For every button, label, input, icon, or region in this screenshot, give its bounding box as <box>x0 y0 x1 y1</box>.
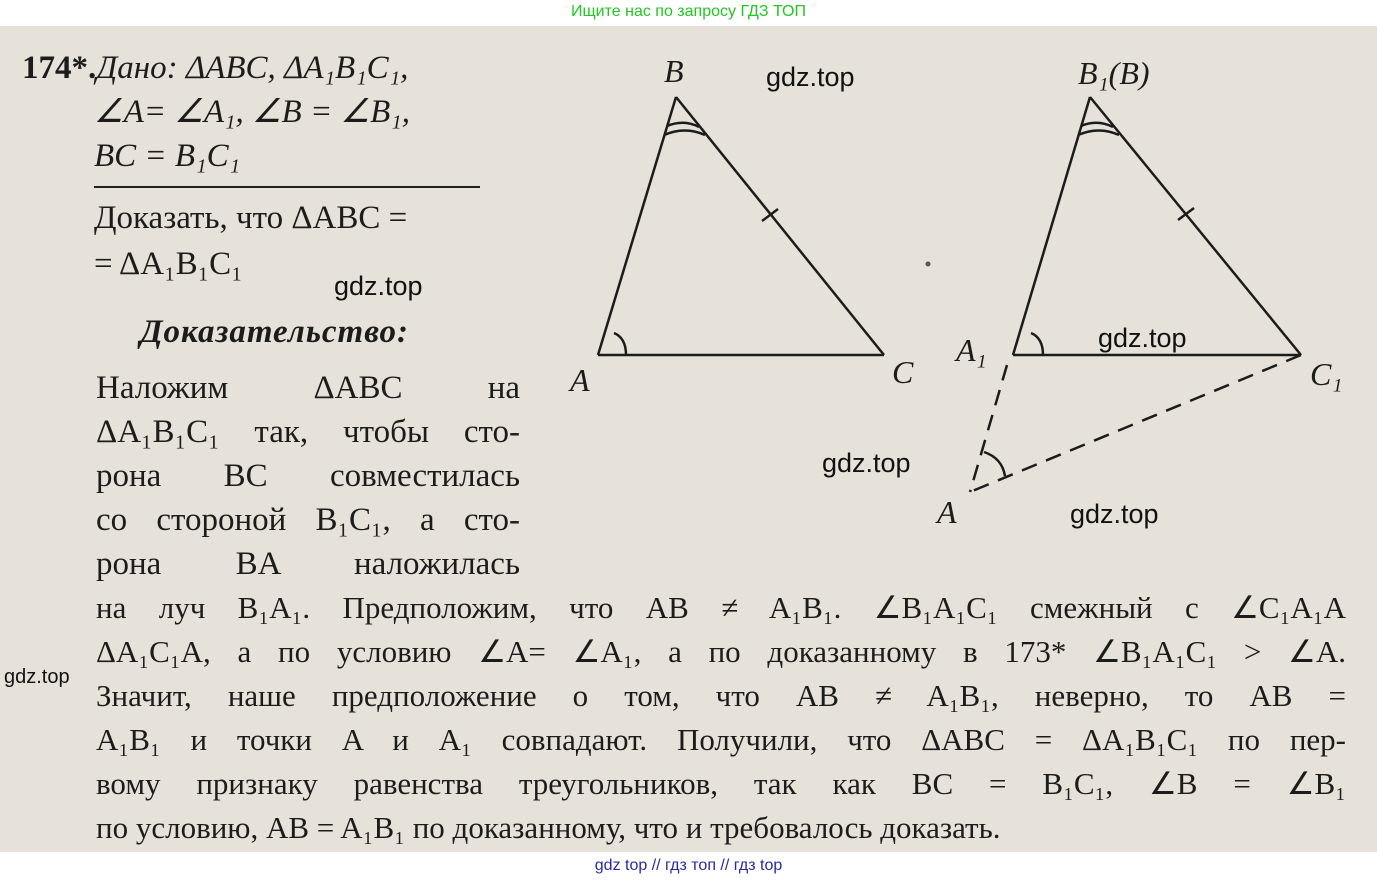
angle-a-arc <box>614 333 626 355</box>
side-bc <box>676 97 884 355</box>
label-a: A <box>570 362 590 398</box>
proof-line-2: ΔA₁B₁C₁ так, чтобы сто- <box>96 414 520 450</box>
given-line-3: BC = B₁C₁ <box>94 138 241 174</box>
angle-b-arc-1 <box>667 123 699 127</box>
watermark: gdz.top <box>4 666 70 688</box>
dashed-extension-ba <box>970 365 1007 492</box>
angle-a1-arc <box>1031 333 1043 355</box>
label-a-extended: A <box>937 494 957 530</box>
prove-line-2: = ΔA₁B₁C₁ <box>94 246 243 282</box>
proof-line-6: на луч B₁A₁. Предположим, что AB ≠ A₁B₁. ∠B₁A₁C₁ смежный с ∠C₁A₁A <box>96 590 1346 625</box>
watermark: gdz.top <box>822 448 911 478</box>
angle-b1-arc-2 <box>1078 131 1119 136</box>
side-b1c1-tick <box>1178 208 1194 220</box>
watermark: gdz.top <box>1098 323 1187 353</box>
side-b1c1 <box>1090 97 1301 355</box>
prove-line-1: Доказать, что ΔABC = <box>94 200 408 236</box>
proof-line-3: рона BC совместилась <box>96 458 520 494</box>
proof-line-4: со стороной B₁C₁, а сто- <box>96 502 520 538</box>
triangle-abc <box>598 97 884 355</box>
label-c: C <box>892 354 914 390</box>
watermark: gdz.top <box>1070 499 1159 529</box>
dashed-line-c1a <box>970 355 1301 492</box>
proof-line-7: ΔA₁C₁A, а по условию ∠A= ∠A₁, а по доказанному в 173* ∠B₁A₁C₁ > ∠A. <box>96 634 1346 669</box>
proof-line-1: Наложим ΔABC на <box>96 370 520 406</box>
label-c1: C₁ <box>1310 356 1343 392</box>
angle-b-arc-2 <box>664 131 705 136</box>
site-banner: Ищите нас по запросу ГДЗ ТОП <box>571 3 806 20</box>
watermark: gdz.top <box>766 62 855 92</box>
label-b1: B₁(B) <box>1078 55 1150 91</box>
problem-number: 174*. <box>22 50 97 86</box>
angle-a-arc-dashed <box>984 452 1005 476</box>
watermark: gdz.top <box>334 271 423 301</box>
triangle-a1b1c1 <box>970 97 1301 492</box>
given-line-2: ∠A= ∠A₁, ∠B = ∠B₁, <box>94 94 410 130</box>
footer-links: gdz top // гдз топ // гдз top <box>594 857 783 874</box>
page-speck <box>926 262 931 267</box>
label-a1: A₁ <box>956 332 987 368</box>
proof-line-10: вому признаку равенства треугольников, так как BC = B₁C₁, ∠B = ∠B₁ <box>96 766 1346 801</box>
proof-line-9: A₁B₁ и точки A и A₁ совпадают. Получили, что ΔABC = ΔA₁B₁C₁ по пер- <box>96 722 1346 757</box>
proof-line-11: по условию, AB = A₁B₁ по доказанному, что и требовалось доказать. <box>96 810 1001 845</box>
given-line-1: Дано: ΔABC, ΔA₁B₁C₁, <box>96 50 409 86</box>
proof-line-5: рона BA наложилась <box>96 546 520 582</box>
proof-line-8: Значит, наше предположение о том, что AB ≠ A₁B₁, неверно, то AB = <box>96 678 1346 713</box>
angle-b1-arc-1 <box>1081 123 1113 127</box>
label-b: B <box>664 53 684 89</box>
proof-heading: Доказательство: <box>140 314 410 350</box>
